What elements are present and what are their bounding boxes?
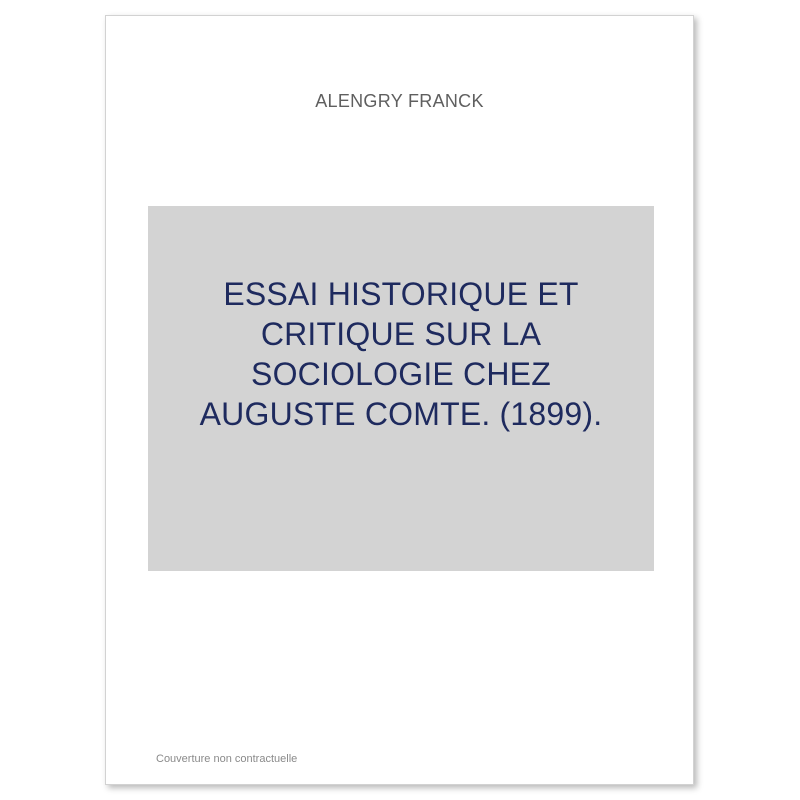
author-name: ALENGRY FRANCK xyxy=(315,91,484,111)
title-line: ESSAI HISTORIQUE ET xyxy=(223,276,579,312)
cover-disclaimer: Couverture non contractuelle xyxy=(156,753,298,765)
title-panel xyxy=(148,206,654,571)
title-line: SOCIOLOGIE CHEZ xyxy=(251,356,551,392)
title-line: AUGUSTE COMTE. (1899). xyxy=(199,396,603,432)
book-title xyxy=(148,274,654,434)
book-cover xyxy=(105,15,694,785)
title-line: CRITIQUE SUR LA xyxy=(260,316,542,352)
